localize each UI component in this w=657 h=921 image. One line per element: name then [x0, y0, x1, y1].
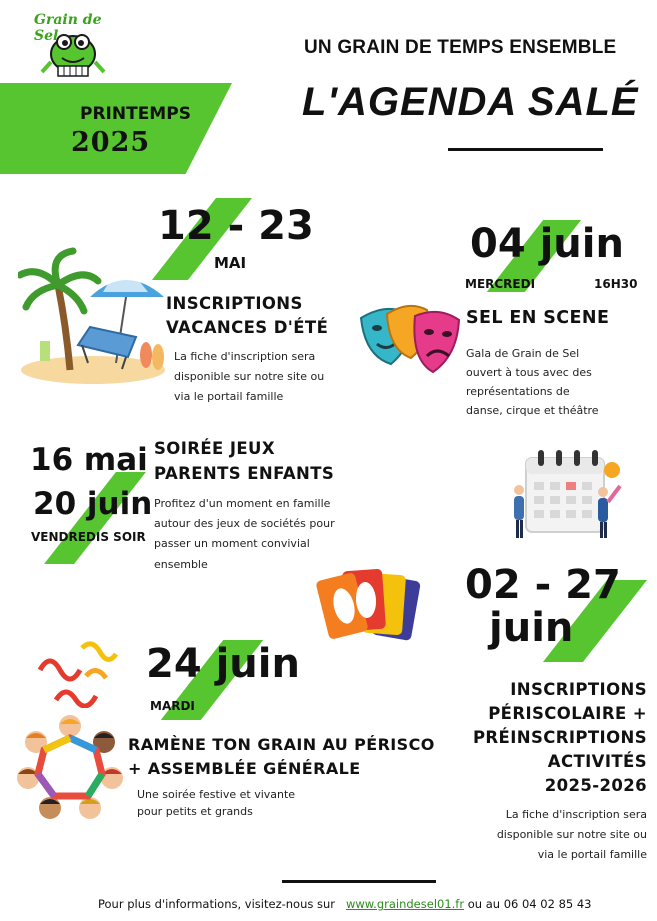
event5-heading-2: + ASSEMBLÉE GÉNÉRALE — [128, 759, 361, 778]
event3-date2: 20 juin — [33, 486, 153, 522]
beach-illustration — [18, 245, 168, 385]
footer-suffix: ou au 06 04 02 85 43 — [467, 897, 592, 911]
event3-desc-2: autour des jeux de sociétés pour — [154, 517, 335, 530]
event1-month: MAI — [214, 254, 247, 272]
event2-date: 04 juin — [470, 221, 624, 267]
event3-heading-2: PARENTS ENFANTS — [154, 464, 335, 483]
event4-month: juin — [489, 605, 574, 651]
event2-heading: SEL EN SCENE — [466, 308, 610, 328]
website-link[interactable]: www.graindesel01.fr — [346, 897, 465, 911]
logo-text: Grain de Sel — [34, 12, 102, 44]
event4-heading-5: 2025-2026 — [544, 776, 647, 795]
children-circle-icon — [16, 714, 124, 822]
season-year: 2025 — [71, 127, 151, 158]
event1-heading-2: VACANCES D'ÉTÉ — [166, 318, 329, 337]
event1-dates: 12 - 23 — [158, 203, 314, 249]
event1-desc-2: disponible sur notre site ou — [174, 370, 325, 383]
event1-desc-1: La fiche d'inscription sera — [174, 350, 316, 363]
event1-heading-1: INSCRIPTIONS — [166, 294, 303, 313]
footer-rule — [282, 880, 436, 883]
event4-dates: 02 - 27 — [465, 562, 621, 608]
event5-date: 24 juin — [146, 641, 300, 687]
theatre-masks-icon — [357, 300, 462, 380]
event2-desc-2: ouvert à tous avec des — [466, 366, 592, 379]
event2-day: MERCREDI — [465, 277, 536, 291]
event1-desc-3: via le portail famille — [174, 390, 284, 403]
event3-heading-1: SOIRÉE JEUX — [154, 439, 275, 458]
logo — [28, 12, 118, 82]
event3-desc-1: Profitez d'un moment en famille — [154, 497, 331, 510]
header-subtitle: UN GRAIN DE TEMPS ENSEMBLE — [304, 37, 617, 58]
confetti-icon — [36, 640, 118, 708]
event5-heading-1: RAMÈNE TON GRAIN AU PÉRISCO — [128, 735, 435, 754]
page-title: L'AGENDA SALÉ — [302, 80, 639, 124]
event4-desc-1: La fiche d'inscription sera — [505, 808, 647, 821]
event3-desc-4: ensemble — [154, 558, 208, 571]
event2-desc-3: représentations de — [466, 385, 570, 398]
season-label: PRINTEMPS — [80, 104, 191, 124]
title-underline — [448, 148, 603, 151]
theatre-masks-illustration — [357, 300, 462, 380]
palm-beach-icon — [18, 245, 168, 385]
event5-desc-2: pour petits et grands — [137, 805, 253, 818]
event4-heading-1: INSCRIPTIONS — [510, 680, 647, 699]
event4-desc-3: via le portail famille — [537, 848, 647, 861]
event3-date1: 16 mai — [30, 442, 148, 478]
playing-cards-icon — [314, 566, 424, 642]
event5-day: MARDI — [150, 699, 195, 713]
event3-desc-3: passer un moment convivial — [154, 537, 310, 550]
event4-heading-2: PÉRISCOLAIRE + — [488, 704, 647, 723]
event2-desc-1: Gala de Grain de Sel — [466, 347, 580, 360]
event5-desc-1: Une soirée festive et vivante — [137, 788, 296, 801]
event2-time: 16H30 — [594, 277, 638, 291]
confetti-illustration — [36, 640, 118, 708]
event3-when: VENDREDIS SOIR — [31, 530, 146, 544]
calendar-illustration — [508, 448, 626, 544]
event4-heading-4: ACTIVITÉS — [547, 752, 647, 771]
event4-desc-2: disponible sur notre site ou — [496, 828, 647, 841]
event4-heading-3: PRÉINSCRIPTIONS — [472, 728, 647, 747]
cards-illustration — [314, 566, 424, 642]
event2-desc-4: danse, cirque et théâtre — [466, 404, 599, 417]
footer — [98, 897, 592, 911]
footer-prefix: Pour plus d'informations, visitez-nous sur — [98, 897, 336, 911]
children-circle-illustration — [16, 714, 124, 822]
calendar-icon — [508, 448, 626, 544]
